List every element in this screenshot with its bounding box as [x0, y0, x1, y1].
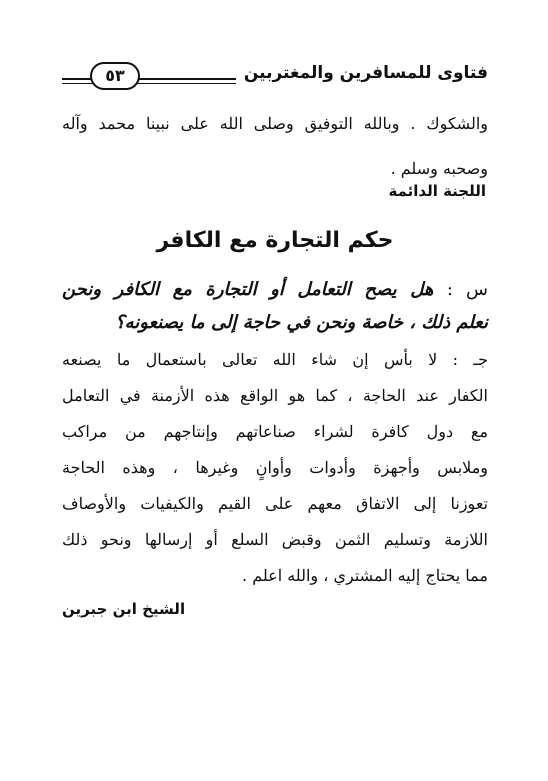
- answer-line: مع دول كافرة لشراء صناعاتهم وإنتاجهم من مراكب: [62, 422, 488, 441]
- running-header: [62, 62, 488, 88]
- answer-line: جـ : لا بأس إن شاء الله تعالى باستعمال ما يصنعه: [62, 350, 488, 369]
- fatwa-heading: حكم التجارة مع الكافر: [156, 228, 394, 253]
- page-number: ٥٣: [90, 62, 140, 90]
- body-line: والشكوك . وبالله التوفيق وصلى الله على نبينا محمد وآله: [62, 114, 488, 133]
- answer-line: تعوزنا إلى الاتفاق معهم على القيم والكيفيات والأوصاف: [62, 494, 488, 513]
- answer-line: وملابس وأجهزة وأدوات وأوانٍ وغيرها ، وهذه الحاجة: [62, 458, 489, 477]
- signature-sheikh: الشيخ ابن جبرين: [62, 600, 186, 618]
- question-line: نعلم ذلك ، خاصة ونحن في حاجة إلى ما يصنعونه؟: [115, 312, 488, 333]
- body-line: وصحبه وسلم .: [390, 159, 488, 178]
- answer-line: اللازمة وتسليم الثمن وقبض السلع أو إرسالها ونحو ذلك: [62, 530, 488, 549]
- signature-committee: اللجنة الدائمة: [388, 182, 486, 200]
- answer-line: مما يحتاج إليه المشتري ، والله اعلم .: [242, 566, 488, 585]
- question-text: هل يصح التعامل أو التجارة مع الكافر ونحن: [62, 279, 434, 300]
- answer-line: الكفار عند الحاجة ، كما هو الواقع هذه الأزمنة في التعامل: [62, 386, 488, 405]
- book-title: فتاوى للمسافرين والمغتربين: [236, 62, 488, 84]
- question-line: [62, 276, 488, 304]
- question-marker: س :: [446, 279, 488, 300]
